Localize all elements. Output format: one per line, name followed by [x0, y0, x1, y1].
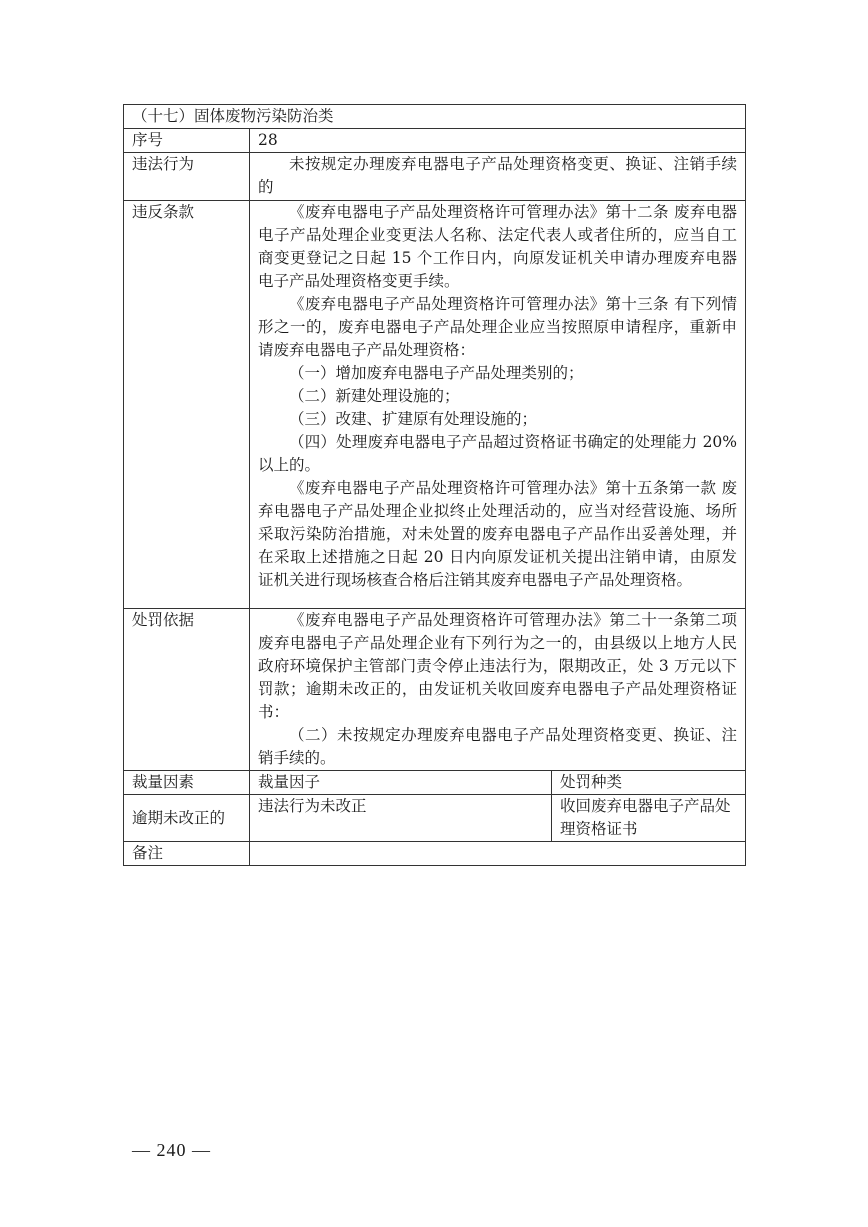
clause-paragraph: （一）增加废弃电器电子产品处理类别的；: [289, 364, 584, 382]
clause-paragraph: （二）新建处理设施的；: [289, 387, 460, 405]
violation-text: 未按规定办理废弃电器电子产品处理资格变更、换证、注销手续的: [258, 155, 738, 196]
overdue-label: 逾期未改正的: [124, 795, 250, 842]
violated-clauses-value: [250, 201, 746, 609]
overdue-penalty-type: 收回废弃电器电子产品处理资格证书: [552, 795, 746, 842]
penalty-table: [123, 104, 746, 866]
penalty-type-header: 处罚种类: [552, 771, 746, 795]
page-number: — 240 —: [132, 1140, 211, 1160]
clause-paragraph: （三）改建、扩建原有处理设施的；: [289, 410, 538, 428]
serial-label: 序号: [124, 129, 250, 153]
remarks-label: 备注: [124, 842, 250, 866]
violated-clauses-label: 违反条款: [124, 201, 250, 609]
discretion-label: 裁量因素: [124, 771, 250, 795]
serial-value: 28: [250, 129, 746, 153]
violation-value: [250, 153, 746, 201]
basis-paragraph: 《废弃电器电子产品处理资格许可管理办法》第二十一条第二项 废弃电器电子产品处理企业有下列行为之一的，由县级以上地方人民政府环境保护主管部门责令停止违法行为，限期改正，处 3 万元以下罚款；逾期未改正的，由发证机关收回废弃电器电子产品处理资格证书：: [258, 611, 738, 721]
penalty-basis-label: 处罚依据: [124, 609, 250, 771]
overdue-factor: 违法行为未改正: [250, 795, 552, 842]
remarks-value: [250, 842, 746, 866]
penalty-basis-value: [250, 609, 746, 771]
clause-paragraph: 《废弃电器电子产品处理资格许可管理办法》第十五条第一款 废弃电器电子产品处理企业拟终止处理活动的，应当对经营设施、场所采取污染防治措施，对未处置的废弃电器电子产品作出妥善处理，并在采取上述措施之日起 20 日内向原发证机关提出注销申请，由原发证机关进行现场核查合格后注销其废弃电器电子产品处理资格。: [258, 479, 738, 589]
violation-label: 违法行为: [124, 153, 250, 201]
clause-paragraph: 《废弃电器电子产品处理资格许可管理办法》第十三条 有下列情形之一的，废弃电器电子产品处理企业应当按照原申请程序，重新申请废弃电器电子产品处理资格：: [258, 295, 738, 359]
discretion-factor-header: 裁量因子: [250, 771, 552, 795]
clause-paragraph: （四）处理废弃电器电子产品超过资格证书确定的处理能力 20%以上的。: [258, 433, 738, 474]
section-title: （十七）固体废物污染防治类: [124, 105, 746, 129]
clause-paragraph: 《废弃电器电子产品处理资格许可管理办法》第十二条 废弃电器电子产品处理企业变更法人名称、法定代表人或者住所的，应当自工商变更登记之日起 15 个工作日内，向原发证机关申请办理废弃电器电子产品处理资格变更手续。: [258, 203, 738, 290]
basis-paragraph: （二）未按规定办理废弃电器电子产品处理资格变更、换证、注销手续的。: [258, 726, 738, 767]
